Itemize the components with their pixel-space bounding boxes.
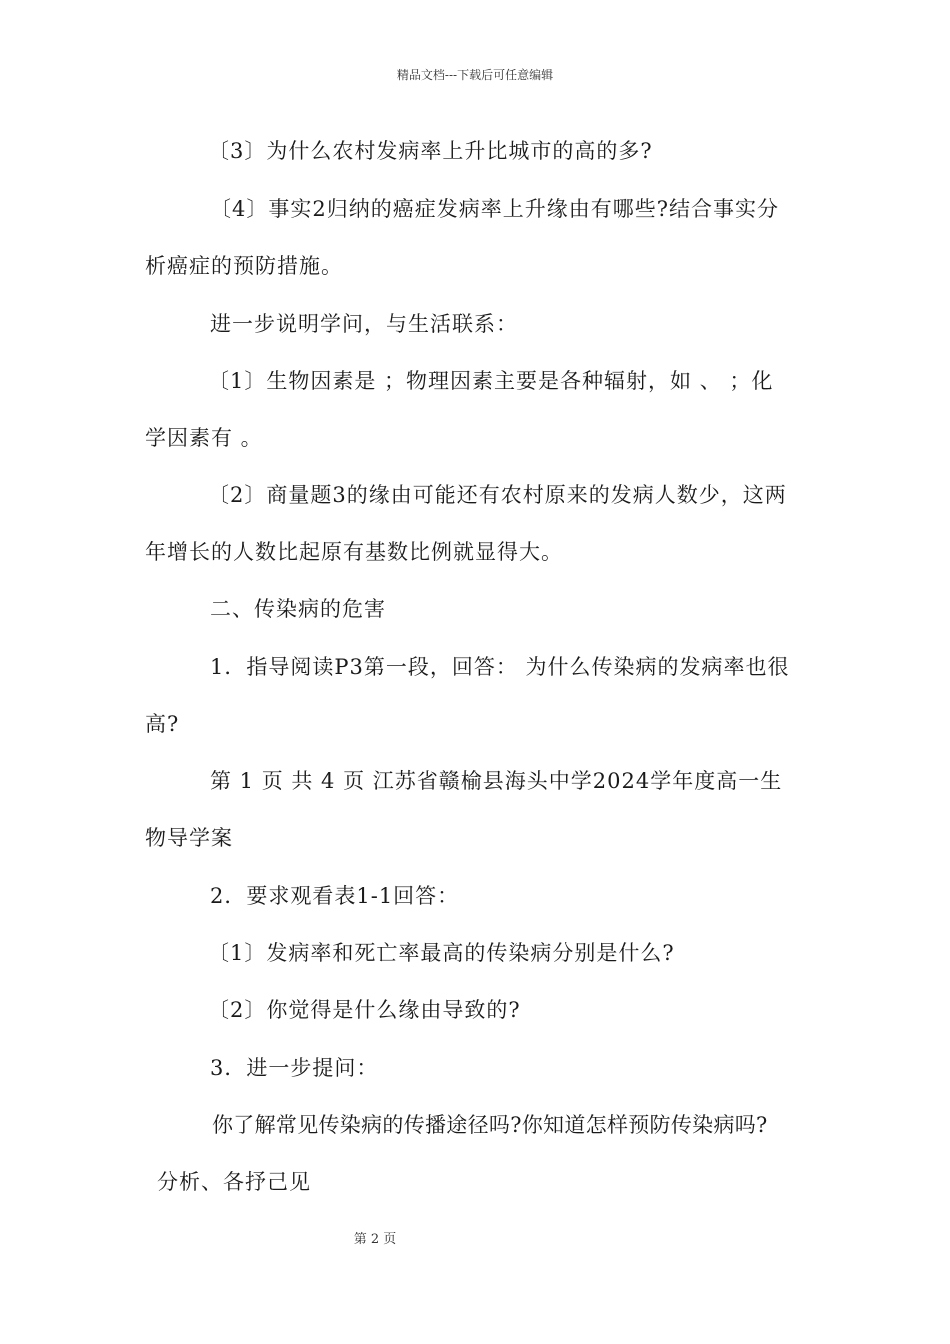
paragraph-line-item1-cont: 高? <box>145 712 180 736</box>
paragraph-line-discuss-cont: 年增长的人数比起原有基数比例就显得大。 <box>145 540 563 564</box>
paragraph-line-factors-cont: 学因素有 。 <box>145 426 263 450</box>
page-header: 精品文档---下载后可任意编辑 <box>396 68 554 82</box>
paragraph-line-item2-q2: 〔2〕你觉得是什么缘由导致的? <box>208 998 521 1022</box>
paragraph-line-item3: 3．进一步提问： <box>210 1056 379 1080</box>
paragraph-line-item2: 2．要求观看表1-1回答： <box>210 884 460 908</box>
paragraph-line-discuss: 〔2〕商量题3的缘由可能还有农村原来的发病人数少，这两 <box>208 483 787 507</box>
paragraph-line-q4: 〔4〕事实2归纳的癌症发病率上升缘由有哪些?结合事实分 <box>210 197 779 221</box>
paragraph-line-question: 你了解常见传染病的传播途径吗?你知道怎样预防传染病吗? <box>212 1113 768 1137</box>
page-footer: 第 2 页 <box>353 1232 397 1247</box>
paragraph-line-question-cont: 分析、各抒己见 <box>157 1170 311 1194</box>
paragraph-line-item1: 1．指导阅读P3第一段，回答： 为什么传染病的发病率也很 <box>210 655 790 679</box>
paragraph-line-q3: 〔3〕为什么农村发病率上升比城市的高的多? <box>208 139 653 163</box>
paragraph-line-q4-cont: 析癌症的预防措施。 <box>145 254 343 278</box>
paragraph-line-factors: 〔1〕生物因素是 ；物理因素主要是各种辐射，如 、 ；化 <box>208 369 774 393</box>
paragraph-line-item2-q1: 〔1〕发病率和死亡率最高的传染病分别是什么? <box>208 941 675 965</box>
paragraph-line-page-info-cont: 物导学案 <box>145 826 233 850</box>
section-heading-infectious: 二、传染病的危害 <box>210 597 386 621</box>
paragraph-line-explain: 进一步说明学问，与生活联系： <box>210 312 518 336</box>
paragraph-line-page-info: 第 1 页 共 4 页 江苏省赣榆县海头中学2024学年度高一生 <box>210 769 783 793</box>
